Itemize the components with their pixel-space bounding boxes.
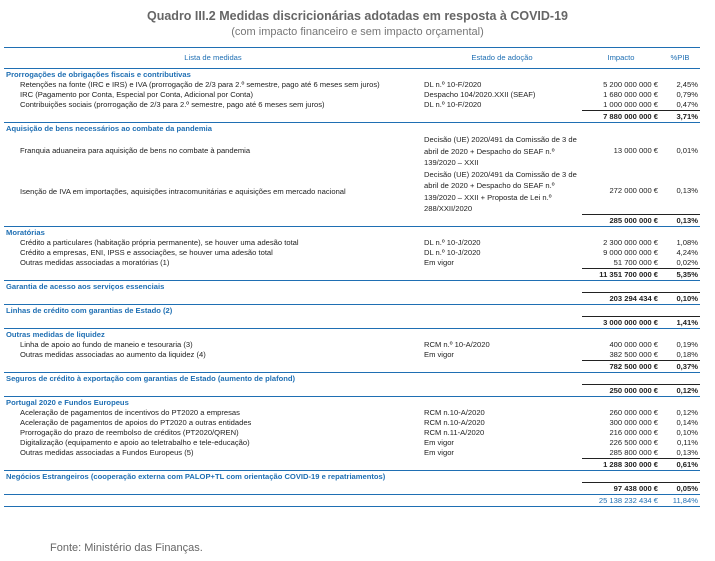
impact-cell: 5 200 000 000 € [603,80,658,89]
subtotal-row [4,317,700,329]
pib-cell: 0,79% [676,90,698,99]
impact-cell: 300 000 000 € [609,418,658,427]
impact-cell: 226 500 000 € [609,438,658,447]
pib-cell: 0,11% [677,438,698,447]
state-cell: Em vigor [424,258,454,268]
measure-cell: Digitalização (equipamento e apoio ao teletrabalho e tele-educação) [20,438,250,447]
table-row [4,169,700,215]
measure-cell: Outras medidas associadas a Fundos Europeus (5) [20,448,194,458]
state-cell: RCM n.11-A/2020 [424,428,485,437]
section-title: Seguros de crédito à exportação com garantias de Estado (aumento de plafond) [4,373,700,385]
pib-cell: 2,45% [676,80,698,89]
section-title: Negócios Estrangeiros (cooperação externa com PALOP+TL com orientação COVID-19 e repatriamentos) [4,471,700,483]
pib-cell: 0,19% [676,340,698,349]
table-row [4,134,700,169]
section-header [4,227,700,239]
table-row [4,340,700,350]
impact-cell: 285 800 000 € [609,448,658,457]
section-title: Outras medidas de liquidez [4,329,700,341]
table-subtitle: (com impacto financeiro e sem impacto orçamental) [231,26,484,38]
subtotal-row [4,269,700,281]
state-cell: Em vigor [424,350,454,360]
measure-cell: Outras medidas associadas ao aumento da liquidez (4) [20,350,206,360]
table-row [4,438,700,448]
subtotal-impact: 3 000 000 000 € [582,317,660,329]
header-row [4,48,700,69]
section-header [4,305,700,317]
pib-cell: 0,13% [676,448,698,457]
table-row [4,428,700,438]
impact-cell: 272 000 000 € [609,186,658,196]
section-title: Moratórias [4,227,700,239]
total-impact: 25 138 232 434 € [582,495,660,507]
measure-cell: Crédito a empresas, ENI, IPSS e associações, se houver uma adesão total [20,248,273,257]
subtotal-impact: 250 000 000 € [582,385,660,397]
pib-cell: 1,08% [676,238,698,247]
total-row [4,495,700,507]
table-row [4,80,700,90]
section-header [4,123,700,135]
section-title: Aquisição de bens necessários ao combate da pandemia [4,123,700,135]
subtotal-pib: 3,71% [660,111,700,123]
impact-cell: 9 000 000 000 € [603,248,658,257]
state-cell: DL n.º 10-J/2020 [424,248,481,257]
table-row [4,90,700,100]
table-row [4,408,700,418]
impact-cell: 1 680 000 000 € [603,90,658,99]
section-header [4,373,700,385]
measure-cell: Contribuições sociais (prorrogação de 2/3 para 2.º semestre, pago até 6 meses sem juros) [20,100,325,110]
measure-cell: Aceleração de pagamentos de incentivos do PT2020 a empresas [20,408,240,417]
state-cell: RCM n.º 10-A/2020 [424,340,490,349]
section-header [4,397,700,409]
pib-cell: 0,47% [676,100,698,109]
state-cell: RCM n.10-A/2020 [424,418,485,427]
subtotal-row [4,459,700,471]
measure-cell: IRC (Pagamento por Conta, Especial por Conta, Adicional por Conta) [20,90,253,99]
pib-cell: 0,10% [676,428,698,437]
subtotal-row [4,385,700,397]
subtotal-impact: 782 500 000 € [582,361,660,373]
pib-cell: 0,13% [676,186,698,196]
measure-cell: Linha de apoio ao fundo de maneio e tesouraria (3) [20,340,193,349]
header-pib: %PIB [660,48,700,69]
table-row [4,350,700,361]
subtotal-impact: 97 438 000 € [582,483,660,495]
subtotal-pib: 0,37% [660,361,700,373]
subtotal-row [4,483,700,495]
measure-cell: Retenções na fonte (IRC e IRS) e IVA (prorrogação de 2/3 para 2.º semestre, pago até 6 meses sem juros) [20,80,380,89]
header-impact: Impacto [582,48,660,69]
subtotal-impact: 7 880 000 000 € [582,111,660,123]
section-header [4,329,700,341]
subtotal-row [4,215,700,227]
pib-cell: 0,14% [676,418,698,427]
measures-table [4,47,700,507]
subtotal-impact: 285 000 000 € [582,215,660,227]
impact-cell: 13 000 000 € [613,146,658,156]
measure-cell: Aceleração de pagamentos de apoios do PT2020 a outras entidades [20,418,252,427]
header-measures: Lista de medidas [4,48,422,69]
state-cell: DL n.º 10-F/2020 [424,80,482,89]
measure-cell: Isenção de IVA em importações, aquisições intracomunitárias e aquisições em mercado nacional [20,186,346,196]
section-header [4,281,700,293]
table-row [4,448,700,459]
header-state: Estado de adoção [422,48,582,69]
pib-cell: 0,18% [676,350,698,359]
state-cell: Decisão (UE) 2020/491 da Comissão de 3 de abril de 2020 + Despacho do SEAF n.º 139/2020 – XXII [424,135,577,167]
measure-cell: Crédito a particulares (habitação própria permanente), se houver uma adesão total [20,238,299,247]
section-title: Portugal 2020 e Fundos Europeus [4,397,700,409]
section-title: Linhas de crédito com garantias de Estado (2) [4,305,700,317]
measure-cell: Outras medidas associadas a moratórias (1) [20,258,170,268]
pib-cell: 0,01% [676,146,698,156]
subtotal-row [4,361,700,373]
state-cell: Em vigor [424,448,454,458]
impact-cell: 260 000 000 € [609,408,658,417]
subtotal-pib: 0,05% [660,483,700,495]
state-cell: Decisão (UE) 2020/491 da Comissão de 3 de abril de 2020 + Despacho do SEAF n.º 139/2020 – XXII + Proposta de Lei n.º 288/XXII/2020 [424,169,577,213]
measure-cell: Prorrogação do prazo de reembolso de créditos (PT2020/QREN) [20,428,239,437]
state-cell: Despacho 104/2020.XXII (SEAF) [424,90,536,99]
measure-cell: Franquia aduaneira para aquisição de bens no combate à pandemia [20,146,251,156]
table-row [4,258,700,269]
subtotal-pib: 0,10% [660,293,700,305]
pib-cell: 4,24% [676,248,698,257]
subtotal-pib: 5,35% [660,269,700,281]
subtotal-row [4,293,700,305]
section-title: Prorrogações de obrigações fiscais e contributivas [4,69,700,81]
state-cell: DL n.º 10-J/2020 [424,238,481,247]
subtotal-pib: 0,13% [660,215,700,227]
subtotal-pib: 0,61% [660,459,700,471]
section-title: Garantia de acesso aos serviços essenciais [4,281,700,293]
table-row [4,238,700,248]
pib-cell: 0,12% [676,408,698,417]
section-header [4,69,700,81]
source-note: Fonte: Ministério das Finanças. [50,542,203,554]
pib-cell: 0,02% [676,258,698,267]
section-header [4,471,700,483]
state-cell: RCM n.10-A/2020 [424,408,485,417]
subtotal-impact: 11 351 700 000 € [582,269,660,281]
table-row [4,248,700,258]
subtotal-pib: 1,41% [660,317,700,329]
impact-cell: 51 700 000 € [613,258,658,267]
impact-cell: 382 500 000 € [609,350,658,359]
state-cell: Em vigor [424,438,454,447]
subtotal-pib: 0,12% [660,385,700,397]
impact-cell: 400 000 000 € [609,340,658,349]
impact-cell: 1 000 000 000 € [603,100,658,109]
impact-cell: 2 300 000 000 € [603,238,658,247]
total-pib: 11,84% [660,495,700,507]
table-row [4,100,700,111]
subtotal-impact: 203 294 434 € [582,293,660,305]
impact-cell: 216 000 000 € [609,428,658,437]
subtotal-impact: 1 288 300 000 € [582,459,660,471]
subtotal-row [4,111,700,123]
state-cell: DL n.º 10-F/2020 [424,100,482,110]
table-title: Quadro III.2 Medidas discricionárias adotadas em resposta à COVID-19 [147,9,568,23]
table-row [4,418,700,428]
